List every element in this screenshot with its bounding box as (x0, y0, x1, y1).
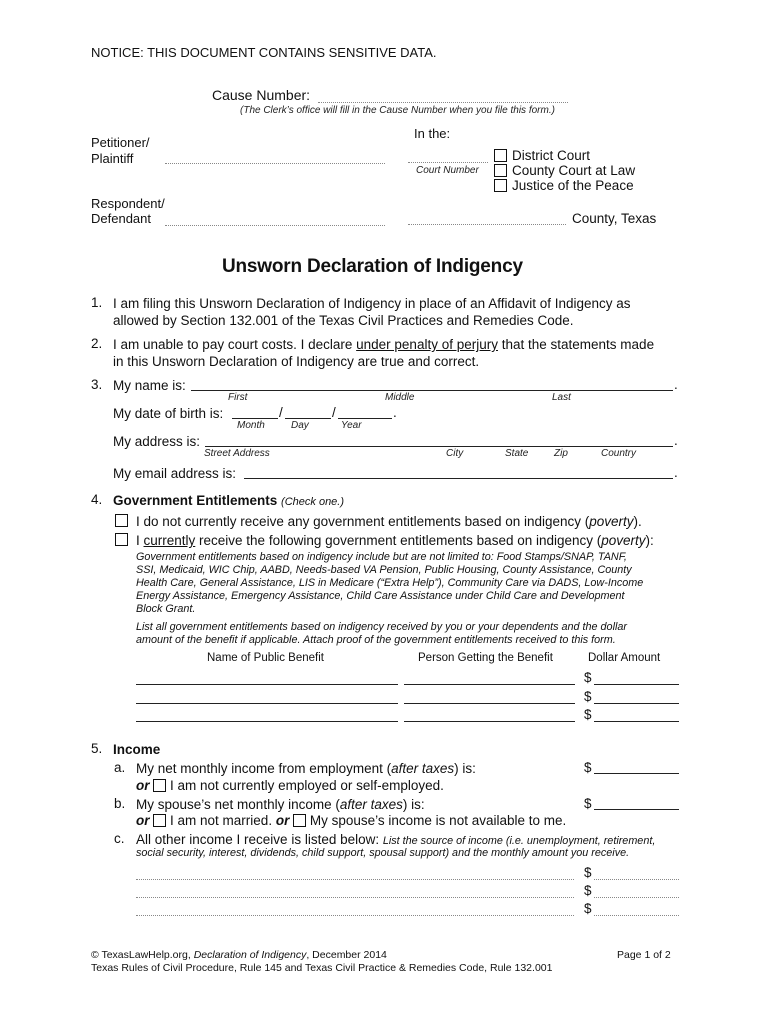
respondent-label-2: Defendant (91, 211, 151, 226)
address-input-line[interactable] (205, 446, 673, 447)
benefit-amount-field-1[interactable] (594, 684, 679, 685)
page-number: Page 1 of 2 (617, 949, 671, 961)
unemployed-checkbox[interactable] (153, 779, 166, 792)
cause-number-note: (The Clerk’s office will fill in the Cause Number when you file this form.) (240, 105, 555, 116)
entitlements-info-line-5: Block Grant. (136, 603, 196, 615)
county-court-at-law-label: County Court at Law (512, 163, 636, 178)
income-a-amount-field[interactable] (594, 773, 679, 774)
benefit-amount-field-2[interactable] (594, 703, 679, 704)
entitlements-info-line-3: Health Care, General Assistance, LIS in Medicare (“Extra Help”), Community Care via DADS, Low-Income (136, 577, 644, 589)
entitlements-list-line-1: List all government entitlements based on indigency received by you or your dependents and the dollar (136, 621, 627, 633)
entitlements-info-line-2: SSI, Medicaid, WIC Chip, AABD, Needs-based VA Pension, Public Housing, County Assistance, County (136, 564, 632, 576)
other-income-dollar-3: $ (584, 901, 592, 916)
other-income-amount-field-1[interactable] (594, 879, 679, 880)
respondent-label-1: Respondent/ (91, 196, 165, 211)
item-5-number: 5. (91, 741, 103, 756)
income-b-letter: b. (114, 796, 126, 811)
address-street-caption: Street Address (204, 448, 270, 459)
sensitive-data-notice: NOTICE: THIS DOCUMENT CONTAINS SENSITIVE DATA. (91, 45, 437, 60)
not-married-checkbox[interactable] (153, 814, 166, 827)
dob-year-caption: Year (341, 420, 362, 431)
other-income-source-field-2[interactable] (136, 897, 574, 898)
other-income-amount-field-2[interactable] (594, 897, 679, 898)
income-c-label: All other income I receive is listed below: List the source of income (i.e. unemployment, retirement, (136, 832, 656, 847)
col-person: Person Getting the Benefit (418, 652, 553, 664)
district-court-label: District Court (512, 148, 591, 163)
dob-day-caption: Day (291, 420, 309, 431)
spouse-income-unavailable-checkbox[interactable] (293, 814, 306, 827)
income-c-letter: c. (114, 831, 125, 846)
dob-period: . (393, 405, 397, 420)
county-texas-label: County, Texas (572, 211, 657, 226)
county-court-at-law-checkbox[interactable] (494, 164, 507, 177)
name-first-caption: First (228, 392, 248, 403)
benefit-dollar-sign-1: $ (584, 670, 592, 685)
item-1-line-2: allowed by Section 132.001 of the Texas Civil Practices and Remedies Code. (113, 313, 574, 328)
other-income-source-field-1[interactable] (136, 879, 574, 880)
benefit-dollar-sign-3: $ (584, 707, 592, 722)
court-number-label: Court Number (416, 165, 479, 176)
name-label: My name is: (113, 378, 186, 393)
income-b-or-row: or I am not married. or My spouse’s income is not available to me. (136, 813, 567, 828)
respondent-name-field[interactable] (165, 225, 385, 226)
name-middle-caption: Middle (385, 392, 415, 403)
benefit-person-field-3[interactable] (404, 721, 575, 722)
item-2-line-2: in this Unsworn Declaration of Indigency are true and correct. (113, 354, 480, 369)
income-a-dollar-sign: $ (584, 760, 592, 775)
benefit-name-field-3[interactable] (136, 721, 398, 722)
income-b-dollar-sign: $ (584, 796, 592, 811)
income-a-letter: a. (114, 760, 126, 775)
court-number-field[interactable] (408, 162, 488, 163)
other-income-amount-field-3[interactable] (594, 915, 679, 916)
benefit-dollar-sign-2: $ (584, 689, 592, 704)
item-1-number: 1. (91, 295, 103, 310)
entitlements-info-line-1: Government entitlements based on indigency include but are not limited to: Food Stamps/SNAP, TANF, (136, 551, 627, 563)
income-b-label: My spouse’s net monthly income (after taxes) is: (136, 797, 425, 812)
dob-month-field[interactable] (232, 418, 278, 419)
dob-label: My date of birth is: (113, 406, 224, 421)
item-1-line-1: I am filing this Unsworn Declaration of Indigency in place of an Affidavit of Indigency as (113, 296, 631, 311)
petitioner-label-2: Plaintiff (91, 151, 134, 166)
benefit-name-field-1[interactable] (136, 684, 398, 685)
dob-year-field[interactable] (338, 418, 392, 419)
in-the-label: In the: (414, 126, 451, 141)
cause-number-field[interactable] (318, 102, 568, 103)
benefit-person-field-1[interactable] (404, 684, 575, 685)
email-label: My email address is: (113, 466, 237, 481)
item-2-line-1: I am unable to pay court costs. I declare under penalty of perjury that the statements made (113, 337, 655, 352)
justice-of-peace-label: Justice of the Peace (512, 178, 634, 193)
entitlements-list-line-2: amount of the benefit if applicable. Attach proof of the government entitlements received to this form. (136, 634, 616, 646)
dob-day-field[interactable] (285, 418, 331, 419)
income-b-amount-field[interactable] (594, 809, 679, 810)
col-benefit-name: Name of Public Benefit (207, 652, 324, 664)
dob-slash-2: / (332, 405, 336, 420)
address-country-caption: Country (601, 448, 637, 459)
income-c-note-line-2: social security, interest, dividends, child support, spousal support) and the monthly amount you receive. (136, 847, 630, 859)
income-heading: Income (113, 742, 161, 757)
name-last-caption: Last (552, 392, 571, 403)
county-field[interactable] (408, 224, 566, 225)
other-income-dollar-1: $ (584, 865, 592, 880)
benefit-amount-field-3[interactable] (594, 721, 679, 722)
petitioner-name-field[interactable] (165, 163, 385, 164)
dob-slash-1: / (279, 405, 283, 420)
address-zip-caption: Zip (554, 448, 568, 459)
benefit-name-field-2[interactable] (136, 703, 398, 704)
other-income-dollar-2: $ (584, 883, 592, 898)
income-a-or-row: or I am not currently employed or self-employed. (136, 778, 444, 793)
address-state-caption: State (505, 448, 529, 459)
cause-number-label: Cause Number: (212, 87, 311, 103)
footer-rules: Texas Rules of Civil Procedure, Rule 145 and Texas Civil Practice & Remedies Code, Rule 132.001 (91, 962, 553, 974)
no-entitlements-checkbox[interactable] (115, 514, 128, 527)
benefit-person-field-2[interactable] (404, 703, 575, 704)
item-3-number: 3. (91, 377, 103, 392)
address-label: My address is: (113, 434, 201, 449)
item-4-number: 4. (91, 492, 103, 507)
name-input-line[interactable] (191, 390, 673, 391)
name-period: . (674, 377, 678, 392)
email-period: . (674, 465, 678, 480)
item-2-number: 2. (91, 336, 103, 351)
address-city-caption: City (446, 448, 464, 459)
income-a-label: My net monthly income from employment (after taxes) is: (136, 761, 476, 776)
entitlements-info-line-4: Energy Assistance, Emergency Assistance, Child Care Assistance under Child Care and Development (136, 590, 625, 602)
receive-entitlements-checkbox[interactable] (115, 533, 128, 546)
justice-of-peace-checkbox[interactable] (494, 179, 507, 192)
dob-month-caption: Month (237, 420, 265, 431)
page-title: Unsworn Declaration of Indigency (222, 256, 523, 277)
no-entitlements-label: I do not currently receive any government entitlements based on indigency (poverty). (136, 514, 642, 529)
other-income-source-field-3[interactable] (136, 915, 574, 916)
col-dollar-amount: Dollar Amount (588, 652, 661, 664)
address-period: . (674, 433, 678, 448)
footer-copyright: © TexasLawHelp.org, Declaration of Indigency, December 2014 (91, 949, 387, 961)
petitioner-label-1: Petitioner/ (91, 135, 150, 150)
item-4-heading: Government Entitlements (Check one.) (113, 493, 345, 508)
district-court-checkbox[interactable] (494, 149, 507, 162)
receive-entitlements-label: I currently receive the following government entitlements based on indigency (poverty): (136, 533, 654, 548)
email-input-line[interactable] (244, 478, 673, 479)
